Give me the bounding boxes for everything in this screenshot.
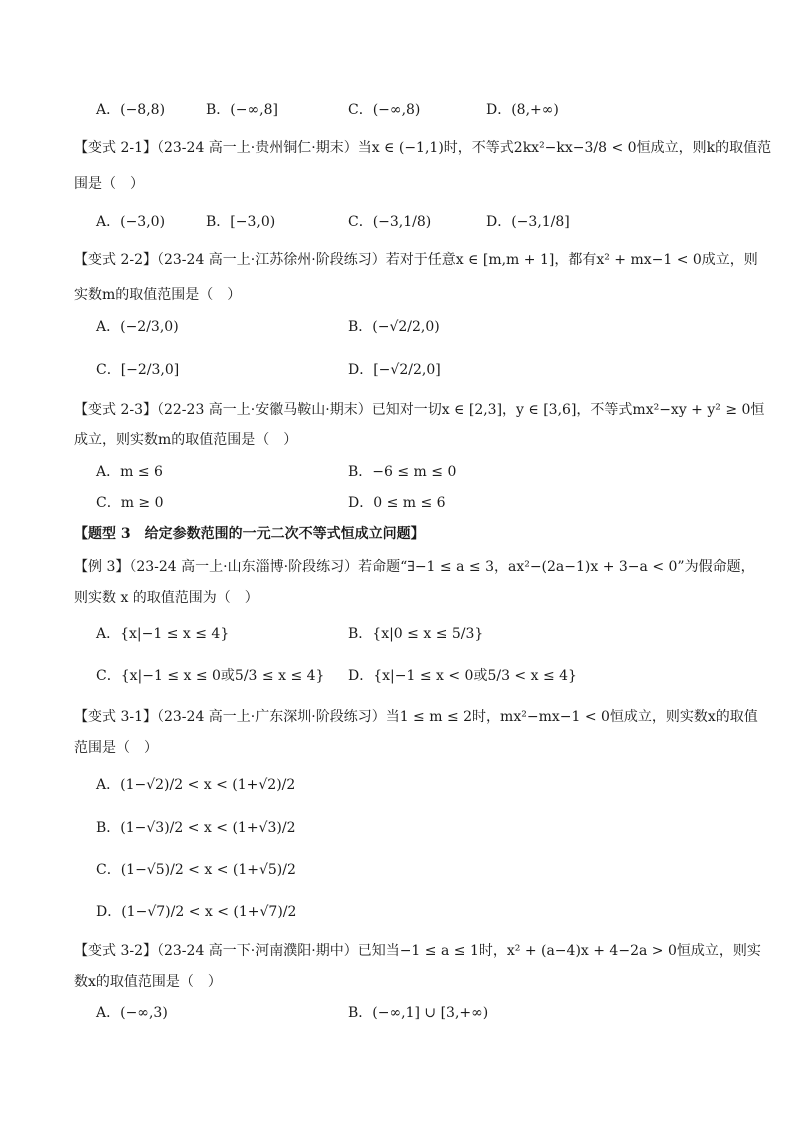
answer-option: C．(−∞,8): [348, 102, 421, 118]
answer-option: B．{x|0 ≤ x ≤ 5/3}: [348, 626, 484, 642]
text-line-l26: [96, 1003, 724, 1023]
answer-option: A．{x|−1 ≤ x ≤ 4}: [96, 626, 230, 642]
text-line-l23: D．(1−√7)/2 < x < (1+√7)/2: [96, 904, 297, 920]
text-line-l10: 成立，则实数m的取值范围是（ ）: [74, 432, 298, 448]
text-line-l19: 范围是（ ）: [74, 740, 158, 756]
answer-option: D．(8,+∞): [486, 102, 559, 118]
text-line-l11: [96, 462, 724, 482]
answer-option: B．−6 ≤ m ≤ 0: [348, 464, 457, 480]
answer-option: B．[−3,0): [206, 214, 276, 230]
answer-option: D．[−√2/2,0]: [348, 362, 441, 378]
text-line-l14: 【例 3】（23-24 高一上·山东淄博·阶段练习）若命题“∃−1 ≤ a ≤ 3，ax²−(2a−1)x + 3−a < 0”为假命题，: [74, 559, 755, 575]
answer-option: D．(−3,1/8]: [486, 214, 570, 230]
answer-option: A．(−8,8): [96, 102, 166, 118]
text-line-l2: 【变式 2-1】（23-24 高一上·贵州铜仁·期末）当x ∈ (−1,1)时，不等式2kx²−kx−3/8 < 0恒成立，则k的取值范: [74, 140, 772, 156]
text-line-l5: 【变式 2-2】（23-24 高一上·江苏徐州·阶段练习）若对于任意x ∈ [m,m + 1]，都有x² + mx−1 < 0成立，则: [74, 252, 758, 268]
answer-option: B．(−∞,1] ∪ [3,+∞): [348, 1005, 489, 1021]
text-line-l7: [96, 317, 724, 337]
answer-option: B．(−∞,8]: [206, 102, 278, 118]
text-line-l8: [96, 360, 724, 380]
text-line-l12: [96, 493, 724, 513]
text-line-l9: 【变式 2-3】（22-23 高一上·安徽马鞍山·期末）已知对一切x ∈ [2,3]，y ∈ [3,6]，不等式mx²−xy + y² ≥ 0恒: [74, 402, 765, 418]
text-line-l15: 则实数 x 的取值范围为（ ）: [74, 590, 259, 606]
text-line-l13: 【题型 3 给定参数范围的一元二次不等式恒成立问题】: [74, 526, 425, 542]
answer-option: B．(−√2/2,0): [348, 319, 440, 335]
text-line-l16: [96, 624, 724, 644]
answer-option: C．(−3,1/8): [348, 214, 432, 230]
text-line-l1: [96, 100, 724, 120]
answer-option: A．m ≤ 6: [96, 464, 163, 480]
answer-option: C．m ≥ 0: [96, 495, 164, 511]
text-line-l3: 围是（ ）: [74, 176, 144, 192]
text-line-l22: C．(1−√5)/2 < x < (1+√5)/2: [96, 862, 296, 878]
answer-option: D．{x|−1 ≤ x < 0或5/3 < x ≤ 4}: [348, 668, 577, 684]
text-line-l17: [96, 666, 724, 686]
answer-option: C．[−2/3,0]: [96, 362, 180, 378]
answer-option: A．(−3,0): [96, 214, 166, 230]
answer-option: A．(−∞,3): [96, 1005, 168, 1021]
answer-option: C．{x|−1 ≤ x ≤ 0或5/3 ≤ x ≤ 4}: [96, 668, 325, 684]
text-line-l18: 【变式 3-1】（23-24 高一上·广东深圳·阶段练习）当1 ≤ m ≤ 2时，mx²−mx−1 < 0恒成立，则实数x的取值: [74, 709, 758, 725]
text-line-l21: B．(1−√3)/2 < x < (1+√3)/2: [96, 820, 296, 836]
answer-option: D．0 ≤ m ≤ 6: [348, 495, 446, 511]
text-line-l24: 【变式 3-2】（23-24 高一下·河南濮阳·期中）已知当−1 ≤ a ≤ 1时，x² + (a−4)x + 4−2a > 0恒成立，则实: [74, 943, 761, 959]
text-line-l25: 数x的取值范围是（ ）: [74, 974, 222, 990]
text-line-l4: [96, 212, 724, 232]
answer-option: A．(−2/3,0): [96, 319, 179, 335]
text-line-l6: 实数m的取值范围是（ ）: [74, 287, 242, 303]
text-line-l20: A．(1−√2)/2 < x < (1+√2)/2: [96, 777, 296, 793]
